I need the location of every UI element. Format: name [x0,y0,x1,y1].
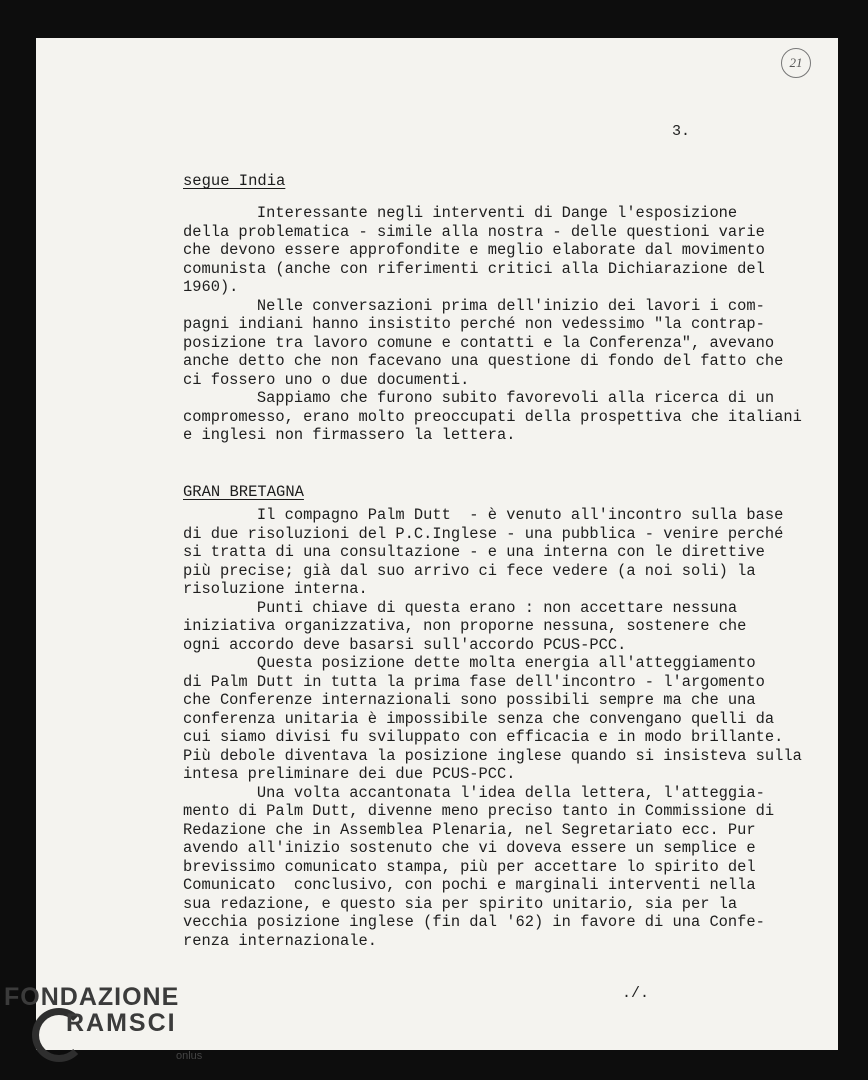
section-body-gran-bretagna [183,506,823,950]
text-line: conferenza unitaria è impossibile senza che convengano quelli da [183,709,775,728]
page-number: 3. [672,123,691,140]
text-line: ci fossero uno o due documenti. [183,370,470,389]
text-line: brevissimo comunicato stampa, più per accettare lo spirito del [183,857,756,876]
text-line: compromesso, erano molto preoccupati della prospettiva che italiani [183,407,802,426]
text-line: cui siamo divisi fu sviluppato con efficacia e in modo brillante. [183,728,784,746]
text-line: anche detto che non facevano una questione di fondo del fatto che [183,352,784,370]
watermark-logo [4,984,179,1036]
text-line: che devono essere approfondite e meglio elaborate dal movimento [183,241,765,259]
text-line: pagni indiani hanno insistito perché non vedessimo "la contrap- [183,315,765,333]
text-line: di Palm Dutt in tutta la prima fase dell'incontro - l'argomento [183,672,765,691]
text-line: della problematica - simile alla nostra - delle questioni varie [183,222,765,241]
text-line: Una volta accantonata l'idea della lettera, l'atteggia- [183,783,765,802]
watermark-line-3: onlus [176,1050,203,1062]
text-line: iniziativa organizzativa, non proporne nessuna, sostenere che [183,617,747,635]
text-line: di due risoluzioni del P.C.Inglese - una pubblica - venire perché [183,524,784,543]
archive-number-stamp: 21 [781,48,811,78]
text-line: Nelle conversazioni prima dell'inizio dei lavori i com- [183,296,765,315]
text-line: Redazione che in Assemblea Plenaria, nel Segretariato ecc. Pur [183,820,756,839]
text-line: Più debole diventava la posizione inglese quando si insisteva sulla [183,746,802,765]
text-line: Questa posizione dette molta energia all'atteggiamento [183,654,756,672]
text-line: intesa preliminare dei due PCUS-PCC. [183,765,516,783]
section-heading-india: segue India [183,172,286,190]
text-line: Interessante negli interventi di Dange l'esposizione [183,204,738,222]
watermark-line-2: RAMSCI [66,1009,177,1037]
text-line: Il compagno Palm Dutt - è venuto all'incontro sulla base [183,506,784,524]
text-line: mento di Palm Dutt, divenne meno preciso tanto in Commissione di [183,802,775,820]
text-line: Punti chiave di questa erano : non accettare nessuna [183,598,738,617]
continuation-mark: ./. [622,985,650,1002]
text-line: comunista (anche con riferimenti critici alla Dichiarazione del [183,259,765,278]
text-line: renza internazionale. [183,931,377,950]
text-line: vecchia posizione inglese (fin dal '62) in favore di una Confe- [183,913,765,931]
section-heading-gran-bretagna: GRAN BRETAGNA [183,483,304,501]
text-line: e inglesi non firmassero la lettera. [183,426,516,444]
text-line: posizione tra lavoro comune e contatti e la Conferenza", avevano [183,333,775,352]
text-line: Comunicato conclusivo, con pochi e marginali interventi nella [183,876,756,894]
text-line: si tratta di una consultazione - e una interna con le direttive [183,543,765,561]
text-line: risoluzione interna. [183,580,368,598]
text-line: avendo all'inizio sostenuto che vi doveva essere un semplice e [183,839,756,857]
text-line: 1960). [183,278,239,296]
section-body-india [183,204,823,445]
text-line: sua redazione, e questo sia per spirito unitario, sia per la [183,894,738,913]
text-line: ogni accordo deve basarsi sull'accordo PCUS-PCC. [183,635,627,654]
text-line: più precise; già dal suo arrivo ci fece vedere (a noi soli) la [183,561,756,580]
text-line: che Conferenze internazionali sono possibili sempre ma che una [183,691,756,709]
text-line: Sappiamo che furono subito favorevoli alla ricerca di un [183,389,775,407]
watermark-line-1: FONDAZIONE [4,983,180,1011]
